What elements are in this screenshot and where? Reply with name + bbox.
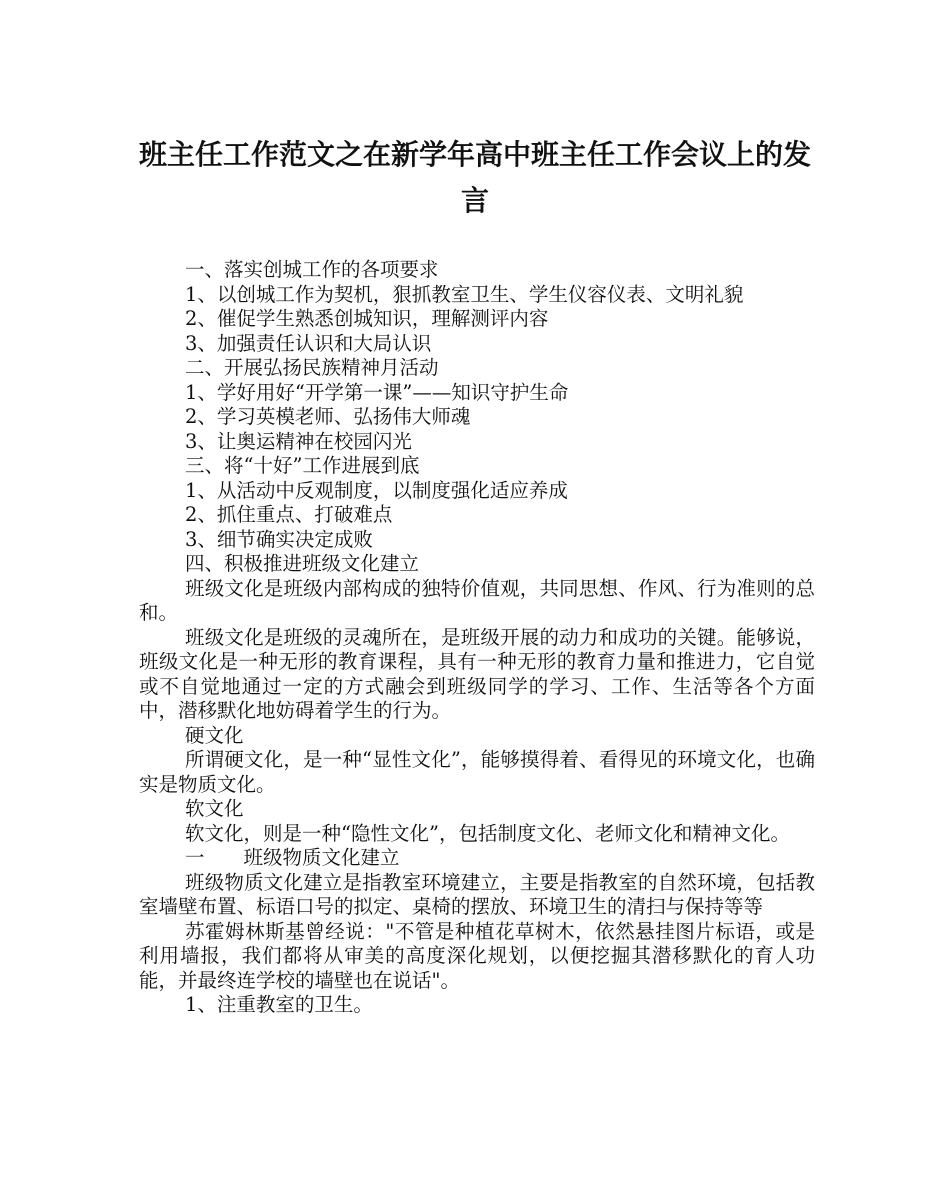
list-item: 3、让奥运精神在校园闪光 (185, 429, 412, 453)
document-body (139, 258, 815, 1018)
body-paragraph: 所谓硬文化，是一种“显性文化”，能够摸得着、看得见的环境文化，也确实是物质文化。 (139, 748, 815, 796)
section-heading: 一、落实创城工作的各项要求 (185, 258, 439, 281)
body-paragraph: 软文化，则是一种“隐性文化”，包括制度文化、老师文化和精神文化。 (185, 821, 790, 845)
subheading: 软文化 (185, 797, 244, 820)
section-heading: 四、积极推进班级文化建立 (185, 552, 420, 575)
section-heading: 三、将“十好”工作进展到底 (185, 454, 420, 477)
list-item: 1、注重教室的卫生。 (185, 993, 373, 1016)
document-title: 班主任工作范文之在新学年高中班主任工作会议上的发言 (138, 138, 811, 217)
list-item: 3、细节确实决定成败 (185, 527, 373, 551)
subheading: 硬文化 (185, 723, 244, 747)
list-item: 2、抓住重点、打破难点 (185, 503, 393, 526)
list-item: 2、学习英模老师、弘扬伟大师魂 (185, 405, 471, 428)
list-item: 2、催促学生熟悉创城知识，理解测评内容 (185, 307, 549, 330)
list-item: 1、以创城工作为契机，狠抓教室卫生、学生仪容仪表、文明礼貌 (185, 282, 744, 306)
subheading: 一 班级物质文化建立 (185, 846, 400, 869)
list-item: 1、从活动中反观制度，以制度强化适应养成 (185, 478, 568, 502)
body-paragraph: 班级文化是班级内部构成的独特价值观，共同思想、作风、行为准则的总和。 (139, 576, 815, 624)
section-heading: 二、开展弘扬民族精神月活动 (185, 356, 439, 379)
list-item: 1、学好用好“开学第一课”——知识守护生命 (185, 380, 569, 404)
body-paragraph: 苏霍姆林斯基曾经说："不管是种植花草树木，依然悬挂图片标语，或是利用墙报，我们都将从审美的高度深化规划，以便挖掘其潜移默化的育人功能，并最终连学校的墙壁也在说话"。 (139, 919, 815, 992)
body-paragraph: 班级物质文化建立是指教室环境建立，主要是指教室的自然环境，包括教室墙壁布置、标语口号的拟定、桌椅的摆放、环境卫生的清扫与保持等等 (139, 870, 815, 918)
list-item: 3、加强责任认识和大局认识 (185, 331, 432, 355)
body-paragraph: 班级文化是班级的灵魂所在，是班级开展的动力和成功的关键。能够说，班级文化是一种无形的教育课程，具有一种无形的教育力量和推进力，它自觉或不自觉地通过一定的方式融会到班级同学的学习、工作、生活等各个方面中，潜移默化地妨碍着学生的行为。 (139, 625, 815, 722)
